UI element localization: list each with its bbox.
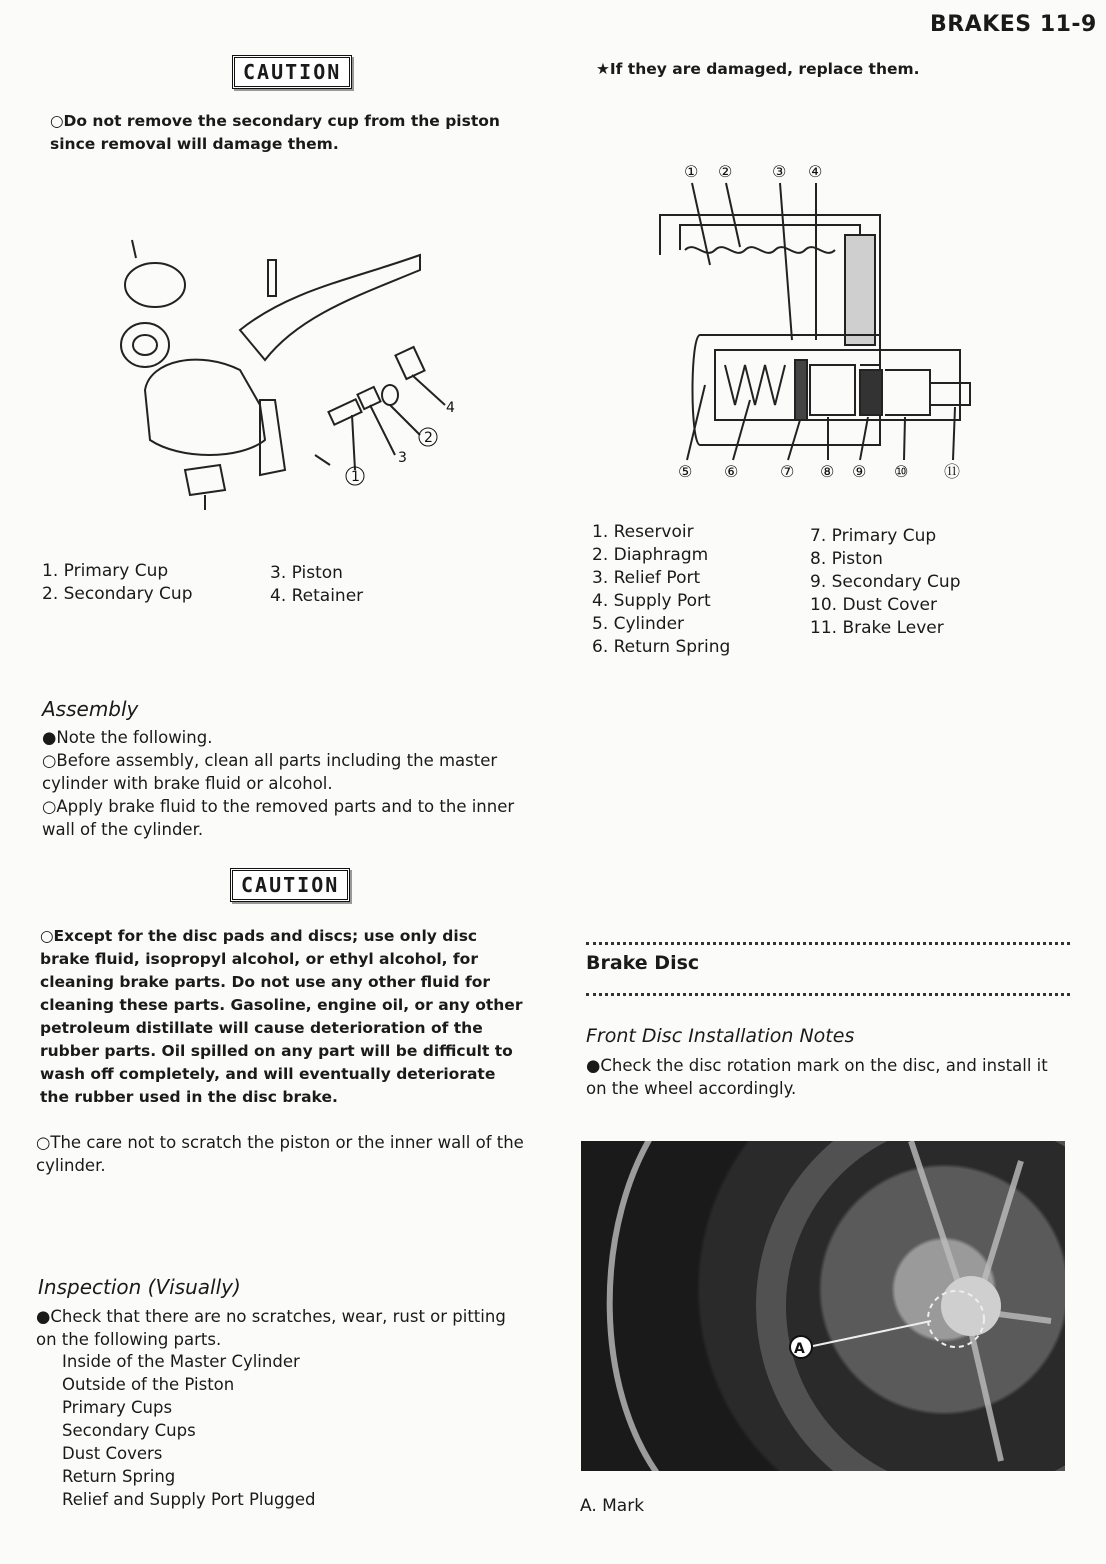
legend-item: 1. Reservoir [592,522,694,542]
brake-disc-photo [581,1141,1065,1471]
legend-item: 9. Secondary Cup [810,572,961,592]
care-note: ○The care not to scratch the piston or the inner wall of the cylinder. [36,1133,524,1175]
inspection-item: Secondary Cups [62,1421,196,1440]
legend-item: 7. Primary Cup [810,526,937,546]
inspection-item: Primary Cups [62,1398,173,1417]
section-divider-bottom [586,993,1070,996]
legend-item: 3. Relief Port [592,568,701,588]
callout-brake-lever: ⑪ [944,462,961,481]
callout-3: 3 [398,450,407,466]
inspection-item: Outside of the Piston [62,1375,235,1394]
assembly-heading: Assembly [42,697,139,721]
disc-install-heading: Front Disc Installation Notes [586,1025,855,1047]
figure2-legend-col2 [810,525,961,640]
disc-install-text: ●Check the disc rotation mark on the disc, and install it on the wheel accordingly. [586,1056,1048,1098]
callout-supply-port: ④ [808,162,823,181]
legend-item: 6. Return Spring [592,637,731,657]
damaged-note: ★If they are damaged, replace them. [596,60,920,78]
figure2-legend-col1 [592,521,730,659]
callout-return-spring: ⑥ [724,462,739,481]
legend-item: 4. Supply Port [592,591,711,611]
legend-item: 8. Piston [810,549,883,569]
legend-item: 5. Cylinder [592,614,685,634]
brake-disc-photo-art [581,1141,1065,1471]
assembly-item: ○Before assembly, clean all parts including the master cylinder with brake fluid or alcohol. [42,751,498,793]
callout-reservoir: ① [684,162,699,181]
legend-item: 1. Primary Cup [42,561,169,581]
callout-piston: ⑧ [820,462,835,481]
inspection-item: Relief and Supply Port Plugged [62,1490,316,1509]
legend-item: 11. Brake Lever [810,618,944,638]
legend-item: 10. Dust Cover [810,595,938,615]
inspection-heading: Inspection (Visually) [38,1275,241,1299]
legend-item: 2. Secondary Cup [42,584,193,604]
callout-diaphragm: ② [718,162,733,181]
section-divider-top [586,942,1070,945]
inspection-parts-list [62,1350,316,1511]
inspection-item: Inside of the Master Cylinder [62,1352,300,1371]
inspection-intro: ●Check that there are no scratches, wear, rust or pitting on the following parts. [36,1307,506,1349]
legend-item: 3. Piston [270,563,343,583]
figure1-legend-col1 [42,560,193,606]
inspection-item: Dust Covers [62,1444,163,1463]
master-cylinder-exploded-diagram [90,200,470,520]
callout-secondary-cup: ⑨ [852,462,867,481]
callout-dust-cover: ⑩ [894,462,909,481]
photo-caption: A. Mark [580,1496,645,1516]
assembly-item: ○Apply brake fluid to the removed parts and to the inner wall of the cylinder. [42,797,515,839]
assembly-item: ●Note the following. [42,728,213,747]
callout-cylinder: ⑤ [678,462,693,481]
master-cylinder-cross-section [560,155,980,490]
caution-label-2: CAUTION [230,868,350,902]
caution-text-2: ○Except for the disc pads and discs; use only disc brake fluid, isopropyl alcohol, or ethyl alcohol, for cleaning brake parts. Do not use any other fluid for cleaning these parts. Gasoline, engine oil, or any other petroleum distillate will cause deterioration of the rubber parts. Oil spilled on any part will be difficult to wash off completely, and will eventually deteriorate the rubber used in the disc brake. [40,927,523,1106]
photo-callout-a: A [794,1341,805,1357]
figure1-legend-col2 [270,562,363,608]
callout-primary-cup: ⑦ [780,462,795,481]
page-header: BRAKES 11-9 [930,12,1097,37]
brake-disc-title: Brake Disc [586,952,700,974]
legend-item: 2. Diaphragm [592,545,709,565]
caution-label-1: CAUTION [232,55,352,89]
callout-1: 1 [351,469,360,485]
callout-4: 4 [446,400,455,416]
legend-item: 4. Retainer [270,586,364,606]
assembly-list [42,726,528,841]
inspection-item: Return Spring [62,1467,176,1486]
callout-relief-port: ③ [772,162,787,181]
caution-text-1: ○Do not remove the secondary cup from the piston since removal will damage them. [50,112,500,153]
callout-2: 2 [424,430,433,446]
